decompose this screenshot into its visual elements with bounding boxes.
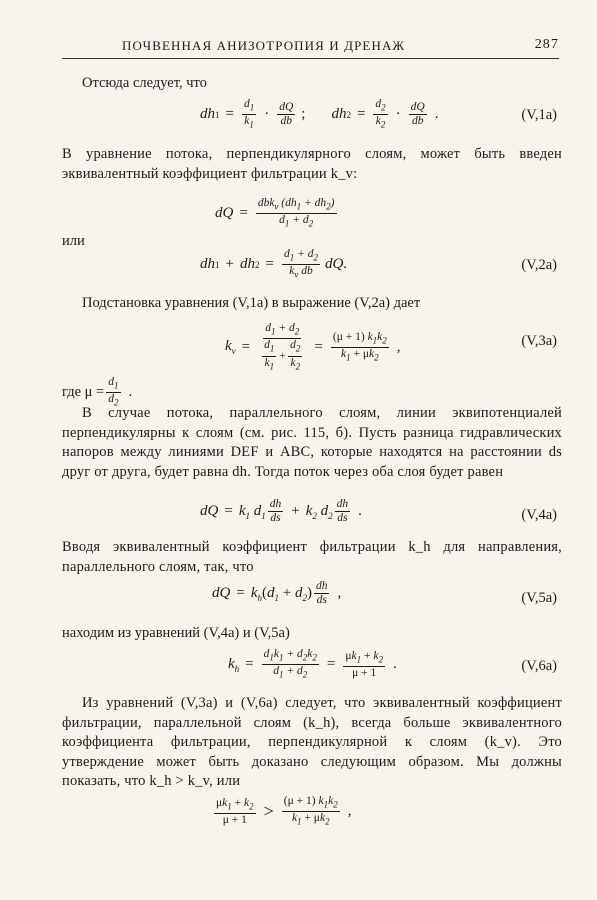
paragraph-perpendicular-text: В уравнение потока, перпендикулярного слоям, может быть введен эквивалентный коэффициент фильтрации k_v: [62, 146, 562, 182]
equation-inequality: $\frac{\mu k_1 + k_2}{\mu + 1}$ > $\frac{(\mu + 1) k_1k_2}{k_1 + \mu k_2}$ , [216, 795, 352, 827]
equation-number-v4a: (V,4а) [521, 507, 557, 523]
paragraph-kh-text: Вводя эквивалентный коэффициент фильтрации k_h для направления, параллельного слоям, так, что [62, 539, 562, 575]
running-header [62, 38, 559, 59]
paragraph-parallel-text: В случае потока, параллельного слоям, линии эквипотенциалей перпендикулярны к слоям (см. рис. 115, б). Пусть разница гидравлических напоров между линиями DEF и ABC, которые находятся на расстоянии ds друг от друга, будет равна dh. Тогда поток через оба слоя будет равен [62, 405, 562, 480]
equation-number-v1a: (V,1а) [521, 107, 557, 123]
word-or: или [62, 233, 85, 249]
equation-v2a: dh 1 + dh 2 = $\frac{d_1 + d_2}{k_v db}$ dQ . [200, 248, 348, 280]
paragraph-kh [62, 538, 562, 577]
equation-v6a: $k_h$ = $\frac{d_1k_1 + d_2k_2}{d_1 + d_2}$ = $\frac{\mu k_1 + k_2}{\mu + 1}$ . [228, 648, 397, 680]
equation-number-v6a: (V,6а) [521, 658, 557, 674]
paragraph-parallel [62, 404, 562, 482]
equation-number-v5a: (V,5а) [521, 590, 557, 606]
paragraph-proof-text: Из уравнений (V,3а) и (V,6а) следует, что эквивалентный коэффициент фильтрации, параллельной слоям (k_h), всегда больше эквивалентного коэффициента фильтрации, перпендикулярной к слоям (k_v). Это утверждение может быть доказано следующим образом. Мы должны показать, что k_h > k_v, или [62, 695, 562, 789]
paragraph-substitution: Подстановка уравнения (V,1а) в выражение (V,2а) дает [82, 295, 421, 311]
equation-v3a: $k_v$ = $d_1 + d_2$ $\frac{d_1}{k_1}$ + $\frac{d_2}{k_2}$ = $\frac{(\mu + 1) k_1k_2}{k_1 + \mu k_2}$ , [225, 322, 401, 371]
mu-definition-text: где μ = [62, 384, 105, 401]
equation-v4a: dQ = $k_1$ $d_1$ $\frac{dh}{ds}$ + $k_2$ $d_2$ $\frac{dh}{ds}$ . [200, 498, 362, 524]
mu-definition: где μ = $\frac{d_1}{d_2}$ . [62, 376, 133, 408]
equation-dq: dQ = $\frac{dbk_v (dh_1 + dh_2)}{d_1 + d_2}$ [215, 197, 335, 229]
paragraph-proof [62, 694, 562, 792]
equation-number-v3a: (V,3а) [521, 333, 557, 349]
paragraph-find: находим из уравнений (V,4а) и (V,5а) [62, 625, 290, 641]
equation-v5a: dQ = $k_h$ $(d_1 + d_2)$ $\frac{dh}{ds}$ , [212, 580, 342, 606]
equation-number-v2a: (V,2а) [521, 257, 557, 273]
page-number: 287 [534, 37, 559, 52]
paragraph-intro: Отсюда следует, что [82, 75, 207, 91]
equation-v1a: dh 1 = $\frac{d_1}{k_1}$ · $\frac{dQ}{db}$ ; dh 2 = $\frac{d_2}{k_2}$ · $\frac{dQ}{db}$ . [200, 98, 439, 130]
running-title: ПОЧВЕННАЯ АНИЗОТРОПИЯ И ДРЕНАЖ [122, 38, 406, 53]
paragraph-perpendicular [62, 145, 562, 184]
